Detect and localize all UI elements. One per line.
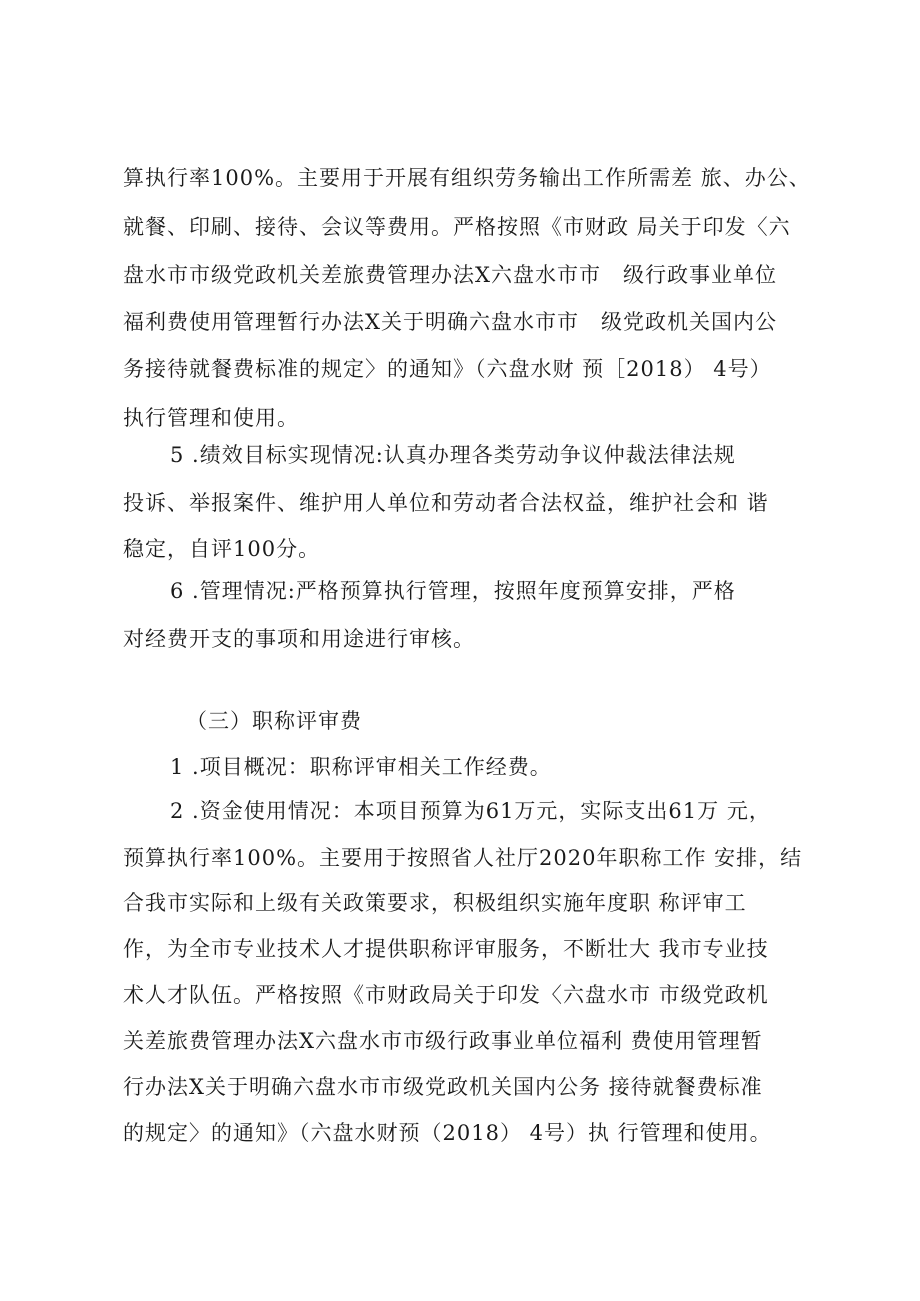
paragraph-line: 1 .项目概况：职称评审相关工作经费。 xyxy=(170,755,552,779)
paragraph-line: 6 .管理情况:严格预算执行管理，按照年度预算安排，严格 xyxy=(170,579,736,603)
paragraph-line: 盘水市市级党政机关差旅费管理办法X六盘水市市 级行政事业单位 xyxy=(123,263,777,287)
paragraph-line: 福利费使用管理暂行办法X关于明确六盘水市市 级党政机关国内公 xyxy=(123,310,777,334)
paragraph-line: 关差旅费管理办法X六盘水市市级行政事业单位福利 费使用管理暂 xyxy=(123,1029,763,1053)
paragraph-line: 预算执行率100%。主要用于按照省人社厅2020年职称工作 安排，结 xyxy=(123,846,803,870)
paragraph-line: 执行管理和使用。 xyxy=(123,406,299,430)
paragraph-line: 的规定〉的通知》（六盘水财预（2018） 4号）执 行管理和使用。 xyxy=(123,1121,772,1145)
paragraph-line: 术人才队伍。严格按照《市财政局关于印发〈六盘水市 市级党政机 xyxy=(123,983,769,1007)
paragraph-line: 就餐、印刷、接待、会议等费用。严格按照《市财政 局关于印发〈六 xyxy=(123,215,791,239)
paragraph-line: 行办法X关于明确六盘水市市级党政机关国内公务 接待就餐费标准 xyxy=(123,1075,763,1099)
paragraph-line: 作，为全市专业技术人才提供职称评审服务，不断壮大 我市专业技 xyxy=(123,937,769,961)
paragraph-line: 对经费开支的事项和用途进行审核。 xyxy=(123,627,475,651)
paragraph-line: 投诉、举报案件、维护用人单位和劳动者合法权益，维护社会和 谐 xyxy=(123,491,769,515)
paragraph-line: 算执行率100%。主要用于开展有组织劳务输出工作所需差 旅、办公、 xyxy=(123,166,811,190)
paragraph-line: 合我市实际和上级有关政策要求，积极组织实施年度职 称评审工 xyxy=(123,891,747,915)
paragraph-line: 5 .绩效目标实现情况:认真办理各类劳动争议仲裁法律法规 xyxy=(170,443,736,467)
paragraph-line: 2 .资金使用情况：本项目预算为61万元，实际支出61万 元， xyxy=(170,799,771,823)
paragraph-line: 稳定，自评100分。 xyxy=(123,537,321,561)
section-heading: （三）职称评审费 xyxy=(186,709,362,733)
paragraph-line: 务接待就餐费标准的规定〉的通知》（六盘水财 预［2018） 4号） xyxy=(123,357,772,381)
